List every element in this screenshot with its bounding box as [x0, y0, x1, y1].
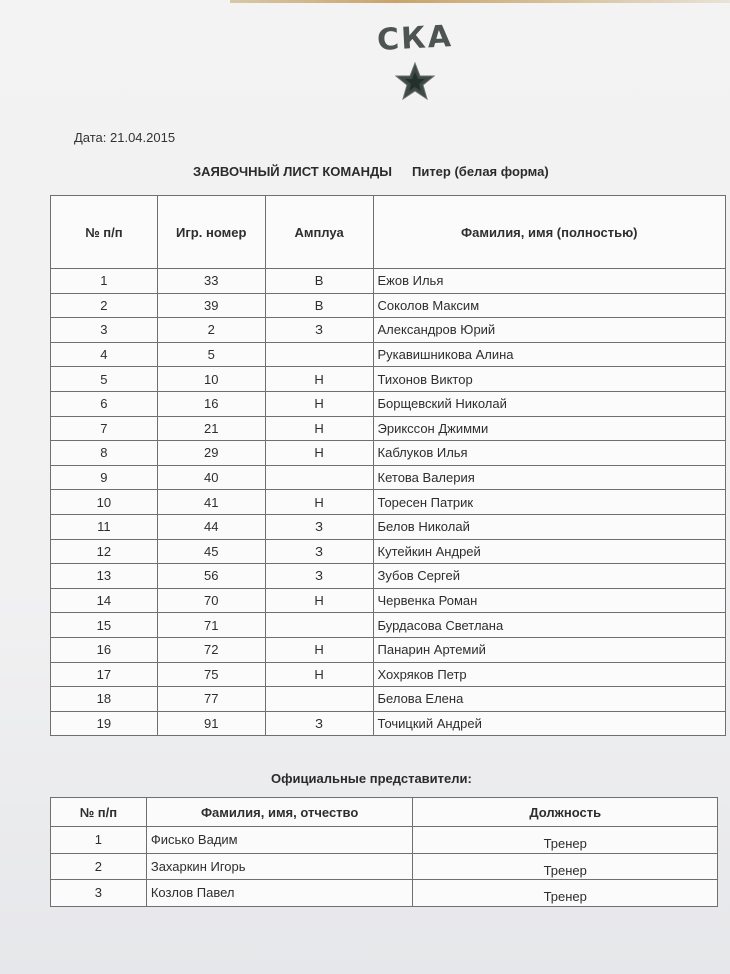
player-row — [51, 711, 726, 736]
player-name: Белов Николай — [373, 514, 725, 539]
player-row — [51, 367, 726, 392]
row-index: 16 — [51, 637, 158, 662]
row-index: 1 — [51, 269, 158, 294]
player-row — [51, 293, 726, 318]
player-row — [51, 588, 726, 613]
player-row — [51, 539, 726, 564]
player-number: 2 — [157, 318, 265, 343]
player-number: 40 — [157, 465, 265, 490]
player-number: 21 — [157, 416, 265, 441]
header-number: Игр. номер — [157, 196, 265, 269]
player-role: Н — [265, 391, 373, 416]
player-role: Н — [265, 416, 373, 441]
team-name: Питер (белая форма) — [411, 164, 549, 179]
player-role: Н — [265, 637, 373, 662]
official-name: Захаркин Игорь — [146, 853, 413, 880]
player-number: 91 — [157, 711, 265, 736]
row-index: 5 — [51, 367, 158, 392]
row-index: 2 — [51, 853, 147, 880]
player-name: Бурдасова Светлана — [373, 613, 725, 638]
officials-table-header — [51, 798, 718, 827]
player-name: Точицкий Андрей — [373, 711, 725, 736]
row-index: 17 — [51, 662, 158, 687]
player-name: Торесен Патрик — [373, 490, 725, 515]
player-role — [265, 465, 373, 490]
row-index: 3 — [51, 318, 158, 343]
player-number: 44 — [157, 514, 265, 539]
player-name: Червенка Роман — [373, 588, 725, 613]
player-number: 33 — [157, 269, 265, 294]
header-full-name: Фамилия, имя, отчество — [146, 798, 413, 827]
player-name: Ежов Илья — [373, 269, 725, 294]
player-role: З — [265, 539, 373, 564]
row-index: 10 — [51, 490, 158, 515]
official-name: Козлов Павел — [146, 880, 413, 907]
player-name: Эрикссон Джимми — [373, 416, 725, 441]
player-name: Кетова Валерия — [373, 465, 725, 490]
logo-text: СКА — [376, 19, 454, 58]
row-index: 19 — [51, 711, 158, 736]
document-title — [193, 164, 549, 179]
player-number: 16 — [157, 391, 265, 416]
row-index: 1 — [51, 827, 147, 854]
official-position: Тренер — [413, 827, 718, 854]
player-role: В — [265, 293, 373, 318]
player-number: 56 — [157, 564, 265, 589]
officials-title: Официальные представители: — [271, 771, 472, 786]
player-name: Тихонов Виктор — [373, 367, 725, 392]
header-index: № п/п — [51, 196, 158, 269]
header-position: Должность — [413, 798, 718, 827]
player-name: Каблуков Илья — [373, 441, 725, 466]
official-row — [51, 853, 718, 880]
player-name: Хохряков Петр — [373, 662, 725, 687]
player-name: Александров Юрий — [373, 318, 725, 343]
player-number: 77 — [157, 687, 265, 712]
row-index: 4 — [51, 342, 158, 367]
header-role: Амплуа — [265, 196, 373, 269]
player-number: 71 — [157, 613, 265, 638]
row-index: 9 — [51, 465, 158, 490]
row-index: 15 — [51, 613, 158, 638]
player-name: Панарин Артемий — [373, 637, 725, 662]
row-index: 7 — [51, 416, 158, 441]
row-index: 14 — [51, 588, 158, 613]
player-role — [265, 613, 373, 638]
player-name: Борщевский Николай — [373, 391, 725, 416]
official-position: Тренер — [413, 853, 718, 880]
player-name: Соколов Максим — [373, 293, 725, 318]
player-row — [51, 441, 726, 466]
player-row — [51, 613, 726, 638]
player-row — [51, 465, 726, 490]
players-table — [50, 195, 726, 736]
row-index: 6 — [51, 391, 158, 416]
player-name: Рукавишникова Алина — [373, 342, 725, 367]
row-index: 3 — [51, 880, 147, 907]
player-number: 5 — [157, 342, 265, 367]
row-index: 11 — [51, 514, 158, 539]
player-number: 39 — [157, 293, 265, 318]
player-role: З — [265, 564, 373, 589]
row-index: 8 — [51, 441, 158, 466]
official-row — [51, 880, 718, 907]
officials-table — [50, 797, 718, 907]
player-role: З — [265, 318, 373, 343]
players-table-header — [51, 196, 726, 269]
player-role: Н — [265, 662, 373, 687]
player-number: 41 — [157, 490, 265, 515]
player-role: Н — [265, 441, 373, 466]
player-number: 72 — [157, 637, 265, 662]
player-row — [51, 416, 726, 441]
player-row — [51, 269, 726, 294]
player-role: З — [265, 514, 373, 539]
player-name: Белова Елена — [373, 687, 725, 712]
title-text: ЗАЯВОЧНЫЙ ЛИСТ КОМАНДЫ — [193, 164, 392, 179]
official-row — [51, 827, 718, 854]
player-row — [51, 662, 726, 687]
row-index: 18 — [51, 687, 158, 712]
document-date: Дата: 21.04.2015 — [74, 130, 176, 145]
player-row — [51, 637, 726, 662]
player-number: 10 — [157, 367, 265, 392]
player-row — [51, 391, 726, 416]
player-row — [51, 342, 726, 367]
row-index: 2 — [51, 293, 158, 318]
row-index: 13 — [51, 564, 158, 589]
player-row — [51, 514, 726, 539]
player-number: 70 — [157, 588, 265, 613]
header-full-name: Фамилия, имя (полностью) — [373, 196, 725, 269]
player-row — [51, 687, 726, 712]
official-position: Тренер — [413, 880, 718, 907]
player-role — [265, 687, 373, 712]
player-row — [51, 318, 726, 343]
player-name: Кутейкин Андрей — [373, 539, 725, 564]
player-row — [51, 564, 726, 589]
player-name: Зубов Сергей — [373, 564, 725, 589]
header-index: № п/п — [51, 798, 147, 827]
player-role: Н — [265, 490, 373, 515]
player-number: 45 — [157, 539, 265, 564]
player-row — [51, 490, 726, 515]
player-number: 75 — [157, 662, 265, 687]
player-role: Н — [265, 367, 373, 392]
player-role: З — [265, 711, 373, 736]
row-index: 12 — [51, 539, 158, 564]
official-name: Фисько Вадим — [146, 827, 413, 854]
player-number: 29 — [157, 441, 265, 466]
star-icon — [395, 62, 435, 100]
top-edge-strip — [230, 0, 730, 3]
ska-logo — [370, 19, 460, 112]
player-role — [265, 342, 373, 367]
player-role: Н — [265, 588, 373, 613]
player-role: В — [265, 269, 373, 294]
